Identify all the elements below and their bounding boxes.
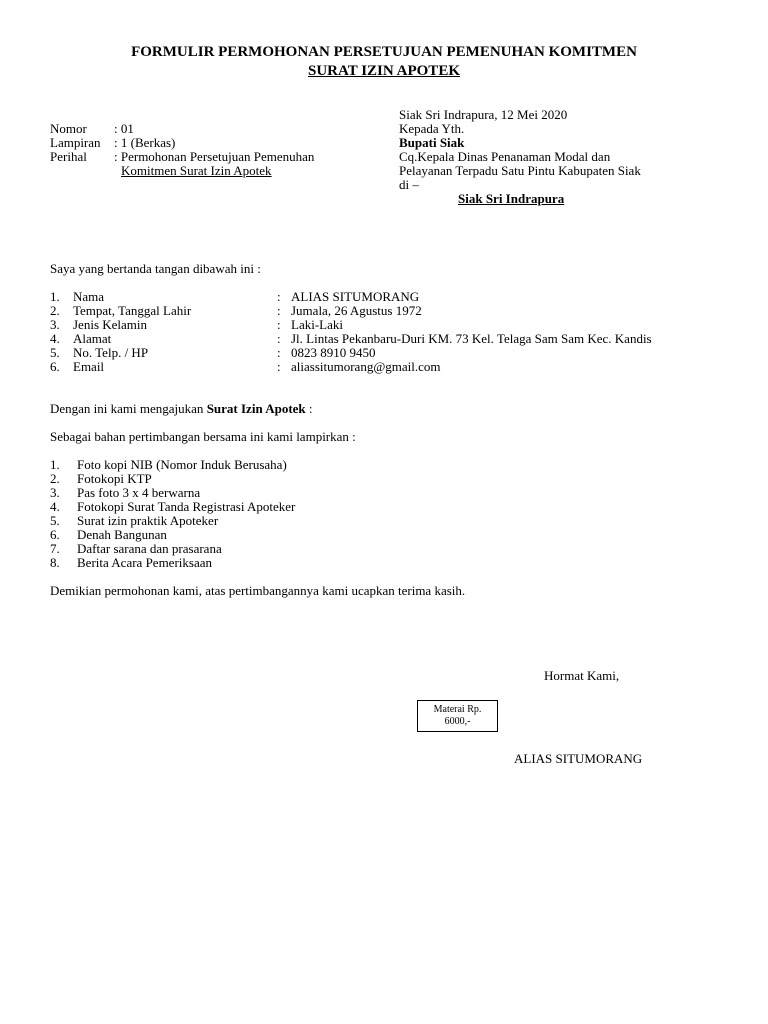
request-prefix: Dengan ini kami mengajukan — [50, 401, 207, 416]
field-value: ALIAS SITUMORANG — [291, 289, 420, 304]
item-number: 3. — [50, 485, 60, 500]
item-number: 2. — [50, 471, 60, 486]
field-colon: : — [277, 359, 281, 374]
nomor-value: : 01 — [114, 121, 134, 136]
field-label: Email — [73, 359, 105, 374]
field-value: aliassitumorang@gmail.com — [291, 359, 441, 374]
item-number: 6. — [50, 527, 60, 542]
field-colon: : — [277, 317, 281, 332]
field-label: No. Telp. / HP — [73, 345, 149, 360]
closing-text: Demikian permohonan kami, atas pertimbangannya kami ucapkan terima kasih. — [50, 583, 466, 598]
field-value: Jl. Lintas Pekanbaru-Duri KM. 73 Kel. Telaga Sam Sam Kec. Kandis — [291, 331, 652, 346]
row-number: 3. — [50, 317, 60, 332]
row-number: 5. — [50, 345, 60, 360]
nomor-label: Nomor — [50, 121, 87, 136]
intro-text: Saya yang bertanda tangan dibawah ini : — [50, 261, 261, 276]
item-number: 7. — [50, 541, 60, 556]
item-number: 8. — [50, 555, 60, 570]
item-text: Berita Acara Pemeriksaan — [77, 555, 212, 570]
field-label: Alamat — [73, 331, 112, 346]
field-colon: : — [277, 303, 281, 318]
lampiran-label: Lampiran — [50, 135, 101, 150]
stamp-line1: Materai Rp. — [433, 704, 482, 715]
item-text: Surat izin praktik Apoteker — [77, 513, 219, 528]
recipient-di: di – — [399, 177, 419, 192]
recipient-name: Bupati Siak — [399, 135, 465, 150]
recipient-cq-line2: Pelayanan Terpadu Satu Pintu Kabupaten Siak — [399, 163, 641, 178]
perihal-value: : Permohonan Persetujuan Pemenuhan — [114, 149, 315, 164]
field-colon: : — [277, 331, 281, 346]
item-text: Fotokopi Surat Tanda Registrasi Apoteker — [77, 499, 296, 514]
lampiran-value: : 1 (Berkas) — [114, 135, 176, 150]
request-subject: Surat Izin Apotek — [206, 401, 306, 416]
signature-greeting: Hormat Kami, — [544, 668, 620, 683]
item-text: Pas foto 3 x 4 berwarna — [77, 485, 201, 500]
item-text: Daftar sarana dan prasarana — [77, 541, 222, 556]
item-number: 4. — [50, 499, 60, 514]
request-suffix: : — [305, 401, 313, 416]
kepada-yth: Kepada Yth. — [399, 121, 465, 136]
place-date: Siak Sri Indrapura, 12 Mei 2020 — [399, 107, 568, 122]
row-number: 2. — [50, 303, 60, 318]
item-number: 1. — [50, 457, 60, 472]
stamp-box — [417, 700, 498, 732]
document-subtitle: SURAT IZIN APOTEK — [308, 63, 460, 79]
request-text — [50, 402, 313, 416]
document-title: FORMULIR PERMOHONAN PERSETUJUAN PEMENUHAN KOMITMEN — [131, 44, 637, 60]
perihal-label: Perihal — [50, 149, 87, 164]
field-value: 0823 8910 9450 — [291, 345, 376, 360]
item-text: Fotokopi KTP — [77, 471, 152, 486]
recipient-city: Siak Sri Indrapura — [458, 191, 565, 206]
recipient-cq-line1: Cq.Kepala Dinas Penanaman Modal dan — [399, 149, 611, 164]
row-number: 1. — [50, 289, 60, 304]
perihal-value-cont: Komitmen Surat Izin Apotek — [121, 163, 272, 178]
item-number: 5. — [50, 513, 60, 528]
field-value: Laki-Laki — [291, 317, 343, 332]
field-colon: : — [277, 345, 281, 360]
item-text: Denah Bangunan — [77, 527, 167, 542]
item-text: Foto kopi NIB (Nomor Induk Berusaha) — [77, 457, 287, 472]
field-colon: : — [277, 289, 281, 304]
row-number: 4. — [50, 331, 60, 346]
field-value: Jumala, 26 Agustus 1972 — [291, 303, 422, 318]
row-number: 6. — [50, 359, 60, 374]
attachments-intro: Sebagai bahan pertimbangan bersama ini kami lampirkan : — [50, 429, 356, 444]
field-label: Tempat, Tanggal Lahir — [73, 303, 192, 318]
field-label: Nama — [73, 289, 105, 304]
field-label: Jenis Kelamin — [73, 317, 148, 332]
signature-name: ALIAS SITUMORANG — [514, 751, 643, 766]
stamp-line2: 6000,- — [444, 716, 471, 727]
